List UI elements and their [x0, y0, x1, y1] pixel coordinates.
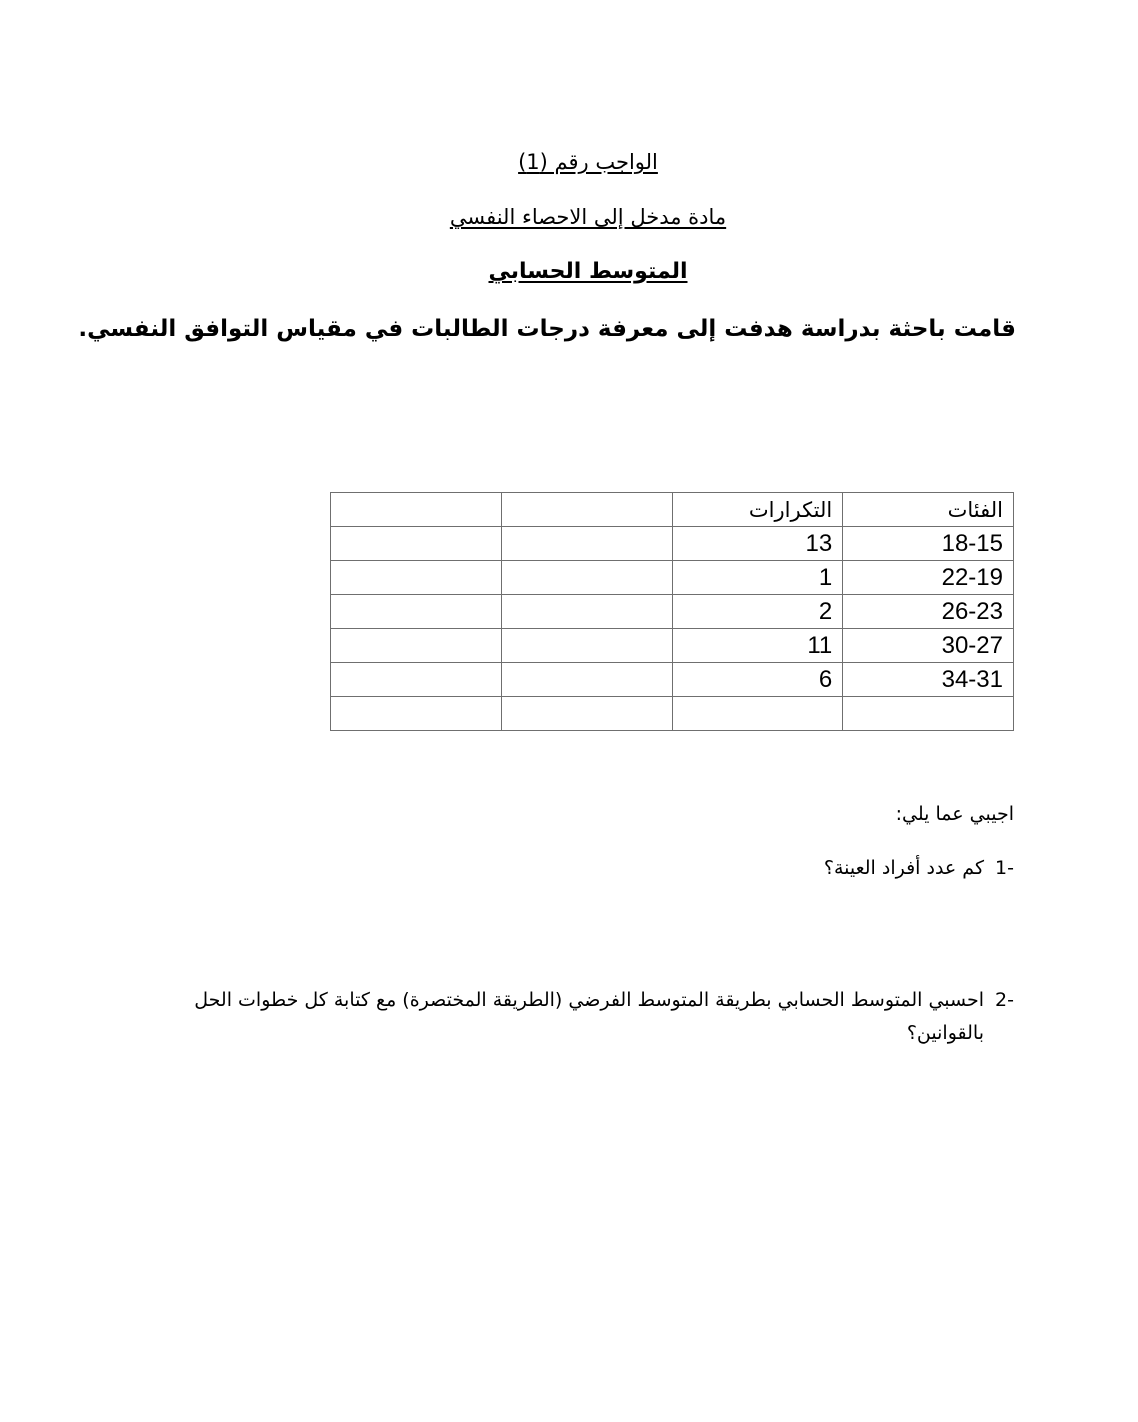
homework-title [0, 150, 1138, 174]
empty-cell [501, 595, 672, 629]
frequency-cell: 2 [672, 595, 843, 629]
header-classes: الفئات [843, 493, 1014, 527]
class-cell: 18-15 [843, 527, 1014, 561]
question-number: 2- [995, 989, 1014, 1011]
empty-cell [331, 663, 502, 697]
question-number: 1- [995, 857, 1014, 879]
empty-cell [501, 629, 672, 663]
empty-cell [331, 527, 502, 561]
instructions: اجيبي عما يلي: [895, 803, 1014, 825]
header-empty-col-4 [331, 493, 502, 527]
header-frequencies: التكرارات [672, 493, 843, 527]
empty-cell [331, 561, 502, 595]
table-row [331, 663, 1014, 697]
empty-cell [501, 697, 672, 731]
empty-cell [501, 527, 672, 561]
topic-title-text: المتوسط الحسابي [488, 259, 688, 284]
table-row [331, 561, 1014, 595]
class-cell: 34-31 [843, 663, 1014, 697]
class-cell: 22-19 [843, 561, 1014, 595]
class-cell: 30-27 [843, 629, 1014, 663]
empty-cell [331, 595, 502, 629]
frequency-cell: 1 [672, 561, 843, 595]
frequency-table [330, 492, 1014, 731]
frequency-cell: 13 [672, 527, 843, 561]
table-row [331, 595, 1014, 629]
table-row-total [331, 697, 1014, 731]
course-title-text: مادة مدخل إلى الاحصاء النفسي [449, 205, 727, 229]
table-row [331, 629, 1014, 663]
homework-title-text: الواجب رقم (1) [518, 150, 658, 174]
empty-cell [331, 697, 502, 731]
empty-cell [843, 697, 1014, 731]
empty-cell [501, 561, 672, 595]
header-empty-col-3 [501, 493, 672, 527]
empty-cell [331, 629, 502, 663]
class-cell: 26-23 [843, 595, 1014, 629]
frequency-cell: 11 [672, 629, 843, 663]
empty-cell [672, 697, 843, 731]
question-text: كم عدد أفراد العينة؟ [823, 857, 984, 879]
frequency-cell: 6 [672, 663, 843, 697]
table-row [331, 527, 1014, 561]
empty-cell [501, 663, 672, 697]
table-header-row [331, 493, 1014, 527]
intro-paragraph: قامت باحثة بدراسة هدفت إلى معرفة درجات الطالبات في مقياس التوافق النفسي. [78, 316, 1016, 342]
course-title [0, 205, 1138, 229]
question-text: احسبي المتوسط الحسابي بطريقة المتوسط الفرضي (الطريقة المختصرة) مع كتابة كل خطوات الحل بالقوانين؟ [194, 989, 984, 1044]
topic-title [0, 259, 1138, 284]
